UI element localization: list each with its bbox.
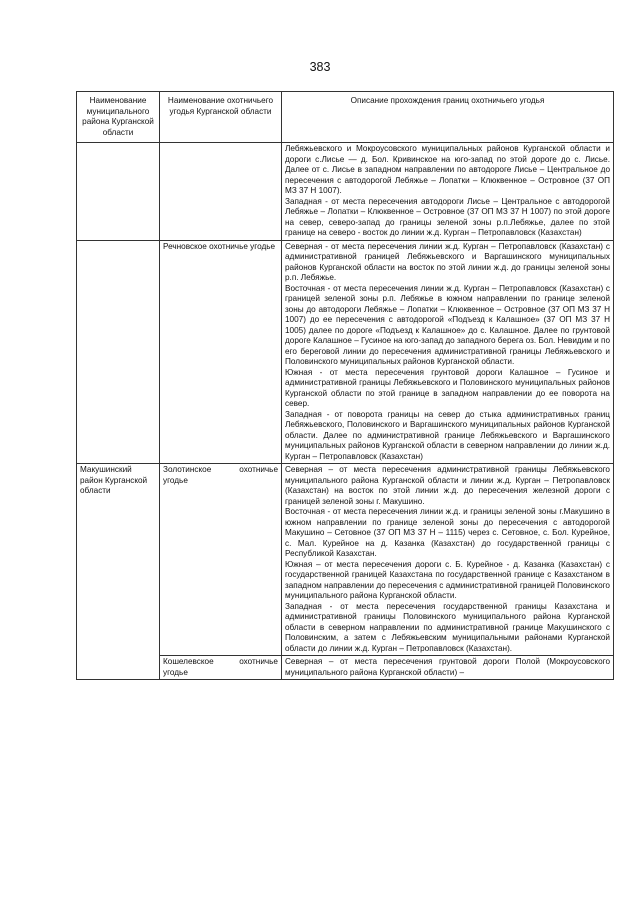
description-paragraph: Северная - от места пересечения линии ж.д. Курган – Петропавловск (Казахстан) с административной границей Лебяжьевского и Варгашинского муниципальных районов Курганской области на восток по этой линии ж.д. до границы зеленой зоны р.п. Лебяжье. bbox=[285, 241, 610, 282]
description-paragraph: Северная – от места пересечения административной границы Лебяжьевского муниципального района Курганской области и линии ж.д. Курган – Петропавловск (Казахстан) на восток по этой линии ж.д. до пересечения железной дороги с границей зеленой зоны г. Макушино. bbox=[285, 465, 610, 506]
hunting-ground-cell bbox=[160, 143, 282, 241]
description-paragraph: Западная - от места пересечения государственной границы Казахстана и административной границы Половинского муниципального района Курганской области в северном направлении по административной границе Макушинского с Половинским, а затем с Лебяжьевским муниципальными районами Курганской области до линии ж.д. Курган – Петропавловск (Казахстан). bbox=[285, 601, 610, 653]
description-paragraph: Лебяжьевского и Мокроусовского муниципальных районов Курганской области и дороги с.Лисье — д. Бол. Кривинское на юго-запад по этой дороге до с. Лисье. Далее от с. Лисье в западном направлении по автодороге Лисье – Центральное до пересечения с автодорогой Лебяжье – Лопатки – Клюквенное – Островное (37 ОП МЗ 37 Н 1007). bbox=[285, 144, 610, 195]
header-district: Наименование муниципального района Курганской области bbox=[77, 92, 160, 143]
hunting-ground-cell: Кошелевское охотничье угодье bbox=[160, 656, 282, 680]
table-row bbox=[77, 464, 614, 656]
description-paragraph: Восточная - от места пересечения линии ж.д. Курган – Петропавловск (Казахстан) с границей зеленой зоны р.п. Лебяжье в южном направлении по границе зеленой зоны до автодороги Лебяжье – Лопатки – Клюквенное – Островное (37 ОП МЗ 37 Н 1007) до ее пересечения с автодорогой «Подъезд к Калашное» (37 ОП МЗ 37 Н 1005) далее по дороге «Подъезд к Калашное» до с. Калашное. Далее по грунтовой дороге Калашное – Гусиное на юго-запад до западного берега оз. Бол. Невидим и по его береговой линии до пересечения административной границы Лебяжьевского и Половинского муниципальных районов Курганской области. bbox=[285, 283, 611, 366]
description-paragraph: Западная - от места пересечения автодороги Лисье – Центральное с автодорогой Лебяжье – Лопатки – Клюквенное – Островное (37 ОП МЗ 37 Н 1007) по этой дороге на север, северо-запад до границы зеленой зоны р.п.Лебяжье, далее по этой границе на северо - восток до линии ж.д. Курган – Петропавловск (Казахстан) bbox=[285, 196, 610, 237]
district-cell: Макушинский район Курганской области bbox=[77, 464, 160, 680]
district-cell bbox=[77, 143, 160, 241]
description-cell bbox=[282, 240, 614, 464]
description-cell bbox=[282, 143, 614, 241]
header-hunting-ground: Наименование охотничьего угодья Курганской области bbox=[160, 92, 282, 143]
hunting-ground-cell: Золотинское охотничье угодье bbox=[160, 464, 282, 656]
description-cell bbox=[282, 656, 614, 680]
description-paragraph: Южная - от места пересечения грунтовой дороги Калашное – Гусиное и административной границы Лебяжьевского и Половинского муниципальных районов Курганской области по этой границе в западном направлении до ее поворота на север. bbox=[285, 367, 610, 408]
description-cell bbox=[282, 464, 614, 656]
table-header-row bbox=[77, 92, 614, 143]
table-row bbox=[77, 143, 614, 241]
header-description: Описание прохождения границ охотничьего угодья bbox=[282, 92, 614, 143]
hunting-ground-cell: Речновское охотничье угодье bbox=[160, 240, 282, 464]
description-paragraph: Восточная - от места пересечения линии ж.д. и границы зеленой зоны г.Макушино в южном направлении по границе зеленой зоны до пересечения с автодорогой Макушино – Сетовное (37 ОП МЗ 37 Н – 1115) через с. Сетовное, с. Бол. Курейное, с. Мал. Курейное на д. Казанка (Казахстан) до государственной границы с Республикой Казахстан. bbox=[285, 507, 610, 558]
hunting-grounds-table bbox=[76, 91, 614, 680]
description-paragraph: Западная - от поворота границы на север до стыка административных границ Лебяжьевского, Половинского и Варгашинского муниципальных районов Курганской области. Далее по административной границе Лебяжьевского и Варгашинского муниципальных районов Курганской области в северном направлении до линии ж.д. Курган – Петропавловск (Казахстан) bbox=[285, 409, 610, 461]
description-paragraph: Южная – от места пересечения дороги с. Б. Курейное - д. Казанка (Казахстан) с государственной границей Казахстана по государственной границе с Казахстаном в западном направлении до пересечения с административной границей Половинского муниципального района Курганской области. bbox=[285, 559, 610, 600]
description-paragraph: Северная – от места пересечения грунтовой дороги Полой (Мокроусовского муниципального района Курганской области) – bbox=[285, 657, 610, 677]
table-row bbox=[77, 240, 614, 464]
district-cell bbox=[77, 240, 160, 464]
page-number: 383 bbox=[309, 60, 331, 74]
